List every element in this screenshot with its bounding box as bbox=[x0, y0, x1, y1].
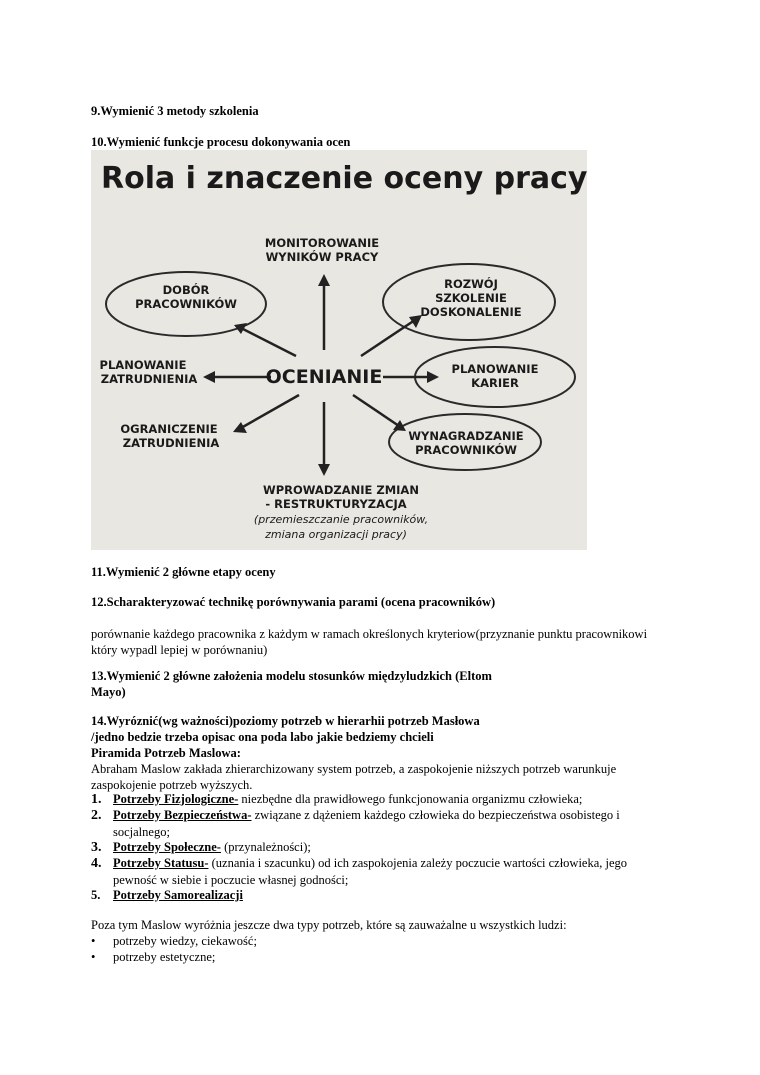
node-bottom-3: (przemieszczanie pracowników, bbox=[253, 513, 429, 526]
need-desc: niezbędne dla prawidłowego funkcjonowania organizmu człowieka; bbox=[238, 792, 583, 806]
node-top-right-2: SZKOLENIE bbox=[435, 291, 507, 305]
question-12-answer bbox=[91, 626, 647, 658]
need-desc: związane z dążeniem każdego człowieka do bezpieczeństwa osobistego i bbox=[251, 808, 620, 822]
need-name: Potrzeby Statusu- bbox=[113, 856, 209, 870]
node-bottom-right-2: PRACOWNIKÓW bbox=[415, 443, 517, 457]
need-number: 3. bbox=[91, 840, 102, 855]
intro-line-2: zaspokojenie potrzeb wyższych. bbox=[91, 778, 253, 792]
question-9: 9.Wymienić 3 metody szkolenia bbox=[91, 104, 259, 118]
extra-needs-intro: Poza tym Maslow wyróżnia jeszcze dwa typy potrzeb, które są zauważalne u wszystkich ludzi: bbox=[91, 918, 567, 932]
node-bottom-4: zmiana organizacji pracy) bbox=[265, 528, 407, 541]
bullet-item bbox=[91, 934, 257, 949]
pyramid-title: Piramida Potrzeb Maslowa: bbox=[91, 746, 241, 760]
question-13-line-2: Mayo) bbox=[91, 685, 126, 699]
arrow-down-left bbox=[241, 395, 299, 428]
diagram-figure bbox=[91, 150, 587, 550]
diagram-title: Rola i znaczenie oceny pracy bbox=[101, 161, 587, 196]
bullet-icon: • bbox=[91, 950, 96, 964]
pyramid-intro bbox=[91, 761, 616, 793]
node-bottom-right-1: WYNAGRADZANIE bbox=[408, 429, 524, 443]
need-name: Potrzeby Samorealizacji bbox=[113, 888, 243, 902]
question-13-line-1: 13.Wymienić 2 główne założenia modelu stosunków międzyludzkich (Eltom bbox=[91, 669, 492, 683]
need-item-3 bbox=[91, 839, 311, 856]
question-12: 12.Scharakteryzować technikę porównywania parami (ocena pracowników) bbox=[91, 595, 496, 609]
need-number: 5. bbox=[91, 888, 101, 902]
diagram-center: OCENIANIE bbox=[265, 366, 383, 388]
arrowhead-left bbox=[203, 371, 215, 383]
need-name: Potrzeby Fizjologiczne- bbox=[113, 792, 239, 806]
need-desc-cont: socjalnego; bbox=[113, 825, 170, 839]
bullet-item bbox=[91, 950, 215, 965]
bullet-text: potrzeby estetyczne; bbox=[113, 950, 216, 964]
need-desc: (przynależności); bbox=[220, 840, 311, 854]
answer-line-2: który wypadl lepiej w porównaniu) bbox=[91, 643, 268, 657]
diagram-svg bbox=[91, 150, 587, 550]
need-number: 2. bbox=[91, 808, 102, 823]
need-number: 4. bbox=[91, 856, 102, 871]
node-top-left-1: DOBÓR bbox=[162, 283, 210, 297]
question-10: 10.Wymienić funkcje procesu dokonywania ocen bbox=[91, 135, 351, 149]
node-bottom-1: WPROWADZANIE ZMIAN bbox=[263, 483, 419, 497]
question-14 bbox=[91, 713, 480, 761]
need-desc: (uznania i szacunku) od ich zaspokojenia zależy poczucie wartości człowieka, jego bbox=[208, 856, 628, 870]
arrow-up-right bbox=[361, 320, 415, 356]
node-top-right-1: ROZWÓJ bbox=[444, 277, 498, 291]
node-right-2: KARIER bbox=[471, 376, 519, 390]
node-top-left-2: PRACOWNIKÓW bbox=[135, 297, 237, 311]
node-right-1: PLANOWANIE bbox=[451, 362, 539, 376]
arrowhead-up bbox=[318, 274, 330, 286]
arrowhead-right bbox=[427, 371, 439, 383]
question-14-line-1: 14.Wyróznić(wg ważności)poziomy potrzeb w hierarhii potrzeb Masłowa bbox=[91, 714, 480, 728]
node-bottom-left-2: ZATRUDNIENIA bbox=[122, 436, 220, 450]
arrowhead-down-left bbox=[233, 422, 247, 433]
need-item-5 bbox=[91, 887, 243, 903]
need-desc-cont: pewność w siebie i poczucie własnej godności; bbox=[113, 873, 349, 887]
node-left-2: ZATRUDNIENIA bbox=[100, 372, 198, 386]
bullet-icon: • bbox=[91, 934, 96, 948]
question-14-line-2: /jedno bedzie trzeba opisac ona poda labo jakie bedziemy chcieli bbox=[91, 730, 434, 744]
need-item-1 bbox=[91, 791, 582, 808]
arrowhead-down bbox=[318, 464, 330, 476]
node-top-1: MONITOROWANIE bbox=[264, 236, 380, 250]
need-number: 1. bbox=[91, 792, 102, 807]
question-13 bbox=[91, 668, 492, 700]
node-top-2: WYNIKÓW PRACY bbox=[265, 250, 379, 264]
need-item-4 bbox=[91, 855, 627, 888]
intro-line-1: Abraham Maslow zakłada zhierarchizowany system potrzeb, a zaspokojenie niższych potrzeb warunkuje bbox=[91, 762, 617, 776]
bullet-text: potrzeby wiedzy, ciekawość; bbox=[113, 934, 257, 948]
answer-line-1: porównanie każdego pracownika z każdym w ramach określonych kryteriow(przyznanie punktu pracownikowi bbox=[91, 627, 648, 641]
node-top-right-3: DOSKONALENIE bbox=[420, 305, 522, 319]
need-item-2 bbox=[91, 807, 620, 840]
question-11: 11.Wymienić 2 główne etapy oceny bbox=[91, 565, 276, 579]
node-bottom-left-1: OGRANICZENIE bbox=[120, 422, 218, 436]
node-bottom-2: - RESTRUKTURYZACJA bbox=[265, 497, 407, 511]
need-name: Potrzeby Bezpieczeństwa- bbox=[113, 808, 252, 822]
node-left-1: PLANOWANIE bbox=[99, 358, 187, 372]
arrow-down-right bbox=[353, 395, 399, 426]
arrow-up-left bbox=[241, 328, 296, 356]
need-name: Potrzeby Społeczne- bbox=[113, 840, 221, 854]
